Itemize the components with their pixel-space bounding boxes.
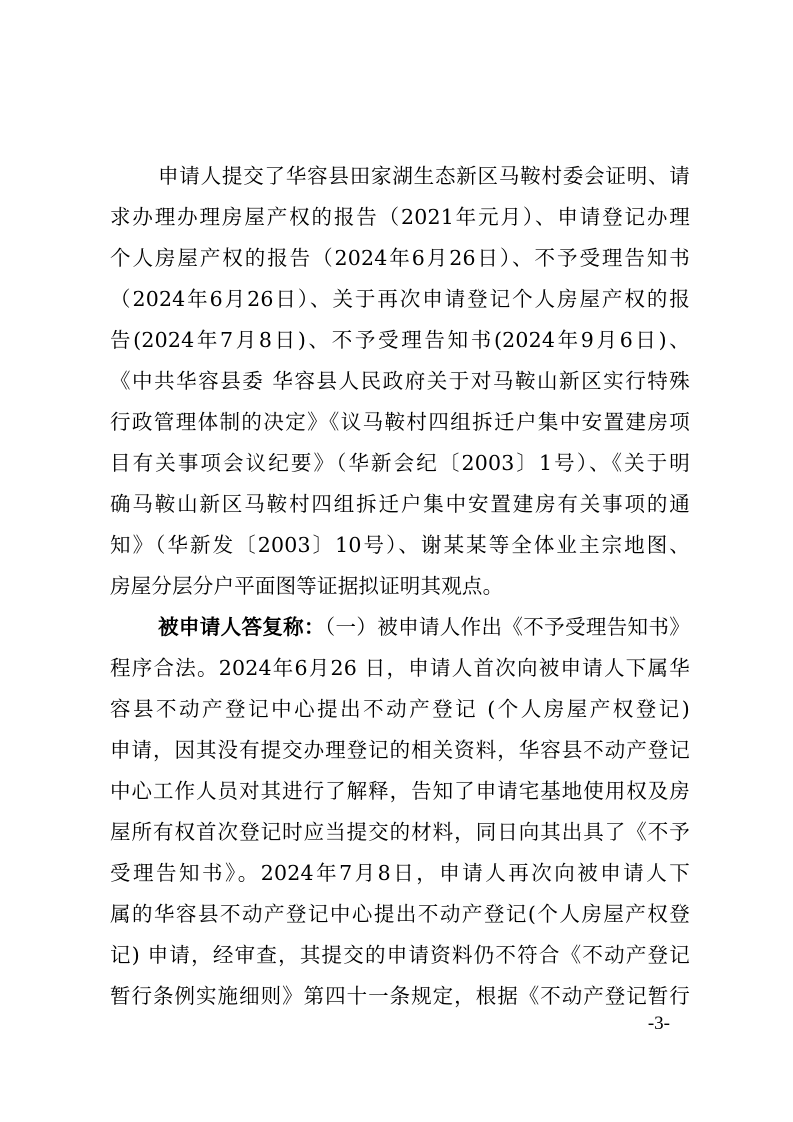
paragraph-2-line-9: 记) 申请，经审查，其提交的申请资料仍不符合《不动产登记: [110, 943, 690, 967]
paragraph-2-line-6: 屋所有权首次登记时应当提交的材料，同日向其出具了《不予: [110, 820, 690, 844]
paragraph-1-line-8: 目有关事项会议纪要》（华新会纪〔2003〕1号）、《关于明: [110, 451, 690, 475]
paragraph-2-line-10: 暂行条例实施细则》第四十一条规定，根据《不动产登记暂行: [110, 984, 690, 1008]
reply-heading: 被申请人答复称：: [158, 615, 325, 639]
paragraph-1-line-10: 知》（华新发〔2003〕10号）、谢某某等全体业主宗地图、: [110, 533, 690, 557]
paragraph-1-line-1: 申请人提交了华容县田家湖生态新区马鞍村委会证明、请: [158, 164, 690, 188]
paragraph-2-line-1: [158, 609, 690, 645]
paragraph-1-line-3: 个人房屋产权的报告（2024年6月26日）、不予受理告知书: [110, 246, 690, 270]
paragraph-1-line-2: 求办理办理房屋产权的报告（2021年元月）、申请登记办理: [110, 205, 690, 229]
paragraph-1-line-4: （2024年6月26日）、关于再次申请登记个人房屋产权的报: [110, 287, 690, 311]
paragraph-2-line-7: 受理告知书》。2024年7月8日，申请人再次向被申请人下: [110, 861, 690, 885]
paragraph-2-line-3: 容县不动产登记中心提出不动产登记 (个人房屋产权登记): [110, 697, 690, 721]
paragraph-1-line-5: 告(2024年7月8日)、不予受理告知书(2024年9月6日)、: [110, 328, 690, 352]
page-number: -3-: [647, 1013, 670, 1034]
paragraph-1-line-11: 房屋分层分户平面图等证据拟证明其观点。: [110, 574, 504, 598]
paragraph-1-line-7: 行政管理体制的决定》《议马鞍村四组拆迁户集中安置建房项: [110, 410, 690, 434]
paragraph-1-line-6: 《中共华容县委 华容县人民政府关于对马鞍山新区实行特殊: [110, 369, 690, 393]
reply-heading-rest: （一）被申请人作出《不予受理告知书》: [324, 615, 690, 639]
paragraph-2-line-8: 属的华容县不动产登记中心提出不动产登记(个人房屋产权登: [110, 902, 690, 926]
paragraph-1-line-9: 确马鞍山新区马鞍村四组拆迁户集中安置建房有关事项的通: [110, 492, 690, 516]
paragraph-2-line-4: 申请，因其没有提交办理登记的相关资料，华容县不动产登记: [110, 738, 690, 762]
paragraph-2-line-2: 程序合法。2024年6月26 日，申请人首次向被申请人下属华: [110, 656, 690, 680]
paragraph-2-line-5: 中心工作人员对其进行了解释，告知了申请宅基地使用权及房: [110, 779, 690, 803]
